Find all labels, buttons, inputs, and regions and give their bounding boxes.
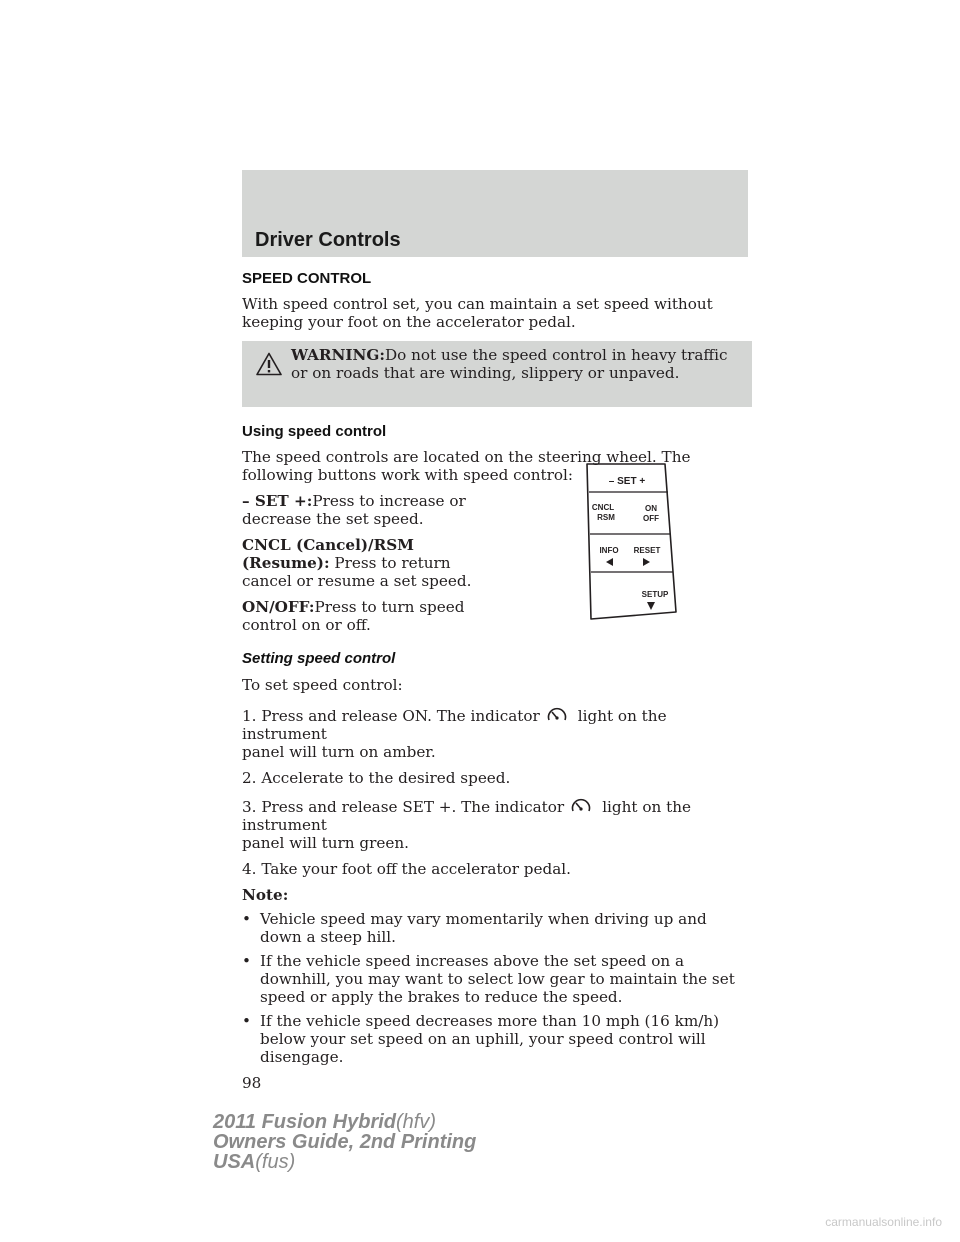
setting-speed-control-heading: Setting speed control xyxy=(242,650,396,667)
definition-cncl-rsm xyxy=(242,536,482,590)
warning-text xyxy=(291,346,741,382)
definition-desc: Press to turn speed control on or off. xyxy=(242,598,465,634)
speed-control-indicator-icon xyxy=(546,704,568,724)
footer-guide: Owners Guide, 2nd Printing xyxy=(213,1131,477,1153)
list-item: • If the vehicle speed decreases more than 10 mph (16 km/h) below your set speed on an uphill, your speed control will disengage. xyxy=(242,1012,752,1066)
left-arrow-icon xyxy=(606,558,613,566)
page-number: 98 xyxy=(242,1074,262,1092)
right-arrow-icon xyxy=(643,558,650,566)
watermark: carmanualsonline.info xyxy=(825,1215,942,1229)
steering-wheel-controls-illustration xyxy=(577,462,682,622)
note-label xyxy=(242,886,752,904)
warning-message: Do not use the speed control in heavy traffic or on roads that are winding, slippery or unpaved. xyxy=(291,346,728,382)
warning-label: WARNING: xyxy=(291,346,385,364)
speed-control-heading: SPEED CONTROL xyxy=(242,270,372,287)
step-1 xyxy=(242,704,752,761)
footer-region: USA xyxy=(213,1151,256,1173)
step-3-text-c: panel will turn green. xyxy=(242,834,409,852)
using-intro: The speed controls are located on the steering wheel. The following buttons work with speed control: xyxy=(242,448,691,484)
section-title: Driver Controls xyxy=(255,229,401,251)
definition-term: – SET +: xyxy=(242,492,313,510)
illus-on-label: ON xyxy=(645,504,657,513)
illus-reset-label: RESET xyxy=(633,546,661,555)
footer-model: 2011 Fusion Hybrid xyxy=(213,1111,397,1133)
step-1-text-b: light on the instrument xyxy=(242,707,667,743)
definition-term: ON/OFF: xyxy=(242,598,315,616)
warning-box xyxy=(242,341,752,407)
illus-off-label: OFF xyxy=(643,514,659,523)
definition-desc: Press to return cancel or resume a set speed. xyxy=(242,554,472,590)
definition-on-off xyxy=(242,598,482,634)
speed-control-intro: With speed control set, you can maintain a set speed without keeping your foot on the accelerator pedal. xyxy=(242,295,713,331)
down-arrow-icon xyxy=(647,602,655,610)
step-2: 2. Accelerate to the desired speed. xyxy=(242,769,511,787)
using-speed-control-heading: Using speed control xyxy=(242,423,387,440)
step-3-text-b: light on the instrument xyxy=(242,798,691,834)
illus-rsm-label: RSM xyxy=(597,513,615,522)
definition-set xyxy=(242,492,482,528)
illus-cncl-label: CNCL xyxy=(591,503,615,512)
step-3-text-a: 3. Press and release SET +. The indicator xyxy=(242,798,565,816)
illus-setup-label: SETUP xyxy=(641,590,669,599)
list-item: • If the vehicle speed increases above the set speed on a downhill, you may want to select low gear to maintain the set speed or apply the brakes to reduce the speed. xyxy=(242,952,752,1006)
step-1-text-c: panel will turn on amber. xyxy=(242,743,436,761)
footer-region-code: (fus) xyxy=(255,1151,296,1173)
note-list xyxy=(242,910,752,1066)
page-content xyxy=(242,270,752,1092)
step-1-text-a: 1. Press and release ON. The indicator xyxy=(242,707,540,725)
list-item: • Vehicle speed may vary momentarily when driving up and down a steep hill. xyxy=(242,910,752,946)
footer-model-code: (hfv) xyxy=(396,1111,437,1133)
step-4: 4. Take your foot off the accelerator pedal. xyxy=(242,860,571,878)
definition-desc: Press to increase or decrease the set speed. xyxy=(242,492,466,528)
definition-term: CNCL (Cancel)/RSM (Resume): xyxy=(242,536,414,572)
note-label-text: Note: xyxy=(242,886,289,904)
footer-print-info xyxy=(213,1112,476,1172)
warning-triangle-icon xyxy=(256,352,282,376)
step-3 xyxy=(242,795,752,852)
setting-intro: To set speed control: xyxy=(242,676,403,694)
illus-info-label: INFO xyxy=(599,546,619,555)
illus-set-label: – SET + xyxy=(608,476,646,487)
speed-control-indicator-icon xyxy=(570,795,592,815)
